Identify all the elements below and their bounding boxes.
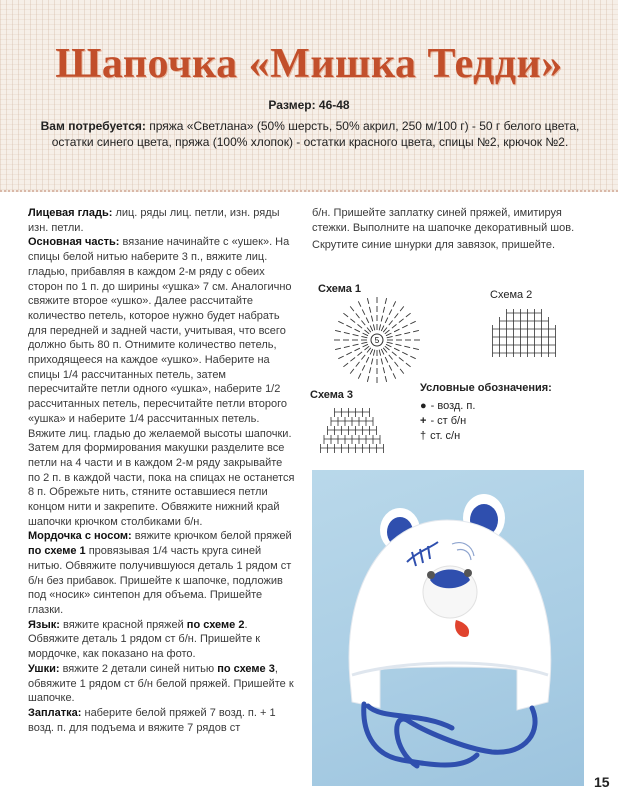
scheme-1-stitch [406,363,411,367]
page-number: 15 [594,774,610,790]
scheme-1-stitch [350,319,355,323]
instructions-right-column [312,206,580,253]
scheme-1-stitch [389,321,393,326]
scheme-1-stitch [383,348,387,353]
scheme-1-stitch [362,365,365,370]
scheme-1-stitch [338,321,343,324]
scheme-1-stitch [353,344,359,345]
scheme-1-stitch [383,307,384,313]
scheme-1-stitch [335,330,341,331]
size-line: Размер: 46-48 [268,98,350,112]
scheme-1-stitch [381,316,382,322]
scheme-1-stitch [387,336,393,337]
scheme-1-stitch [381,349,384,354]
scheme-1-stitch [365,346,370,350]
text-tongue-1: вяжите красной пряжей [59,618,187,631]
scheme-1-stitch [367,348,371,353]
text-ears-1: вяжите 2 детали синей нитью [59,662,218,675]
materials-body: пряжа «Светлана» (50% шерсть, 50% акрил, 250 м/100 г) - 50 г белого цвета, остатки синего цвета, пряжа (100% хлопок) - остатки красного цвета, спицы №2, крючок №2. [51,119,580,149]
scheme-1-stitch [392,324,397,328]
scheme-1-stitch [394,329,399,332]
double-crochet-icon: † [420,429,427,442]
scheme-1-stitch [343,363,348,367]
scheme-1-stitch [350,306,354,311]
text-stockinette: лиц. ряды лиц. петли, изн. ряды изн. петли. [28,207,280,234]
scheme-1-stitch [369,367,370,373]
scheme-1-stitch [358,352,363,356]
scheme-1-stitch [385,346,390,350]
paragraph-main-part [28,235,296,529]
ties [364,704,535,766]
scheme-1-stitch [394,348,399,351]
text-tongue-2: . Обвяжите деталь 1 рядом ст б/н. Пришейте к мордочке, как показано на фото. [28,618,261,661]
legend-label-chain: - возд. п. [430,399,476,412]
right-eye [464,569,472,577]
scheme-1-stitch [358,301,361,306]
paragraph-muzzle [28,529,296,617]
scheme-1-stitch [413,348,419,349]
scheme-1-stitch [356,313,360,318]
text-patch: наберите белой пряжей 7 возд. п. + 1 возд. п. для подъема и вяжите 7 рядов ст [28,706,276,734]
scheme-1-stitch [386,344,391,347]
heading-muzzle: Мордочка с носом: [28,530,132,543]
scheme-1-stitch [399,319,404,323]
scheme-1-stitch [363,344,368,347]
legend-item-dc [420,428,552,443]
text-muzzle-1: вяжите крючком белой пряжей [131,530,292,543]
scheme-2-diagram [484,305,564,365]
scheme-1-stitch [350,358,355,362]
scheme-1-stitch [396,334,402,335]
paragraph-tongue [28,618,296,662]
left-eye [427,571,435,579]
paragraph-ties: Скрутите синие шнурки для завязок, пришейте. [312,239,556,252]
scheme-1-stitch [389,355,393,360]
single-crochet-icon: + [420,414,427,427]
legend-label-dc: ст. с/н [430,429,461,442]
scheme-1-stitch [404,332,410,333]
scheme-1-stitch [346,352,351,355]
paragraph-stockinette [28,206,296,235]
materials-text [22,118,598,150]
scheme-1-stitch [353,334,359,335]
legend-title: Условные обозначения: [420,382,552,394]
scheme-1-stitch [366,318,369,323]
scheme-1-stitch [367,298,368,304]
scheme-1-center-number: 5 [374,336,380,345]
text-main-part: вязание начинайте с «ушек». На спицы белой нитью наберите 3 п., вяжите лиц. гладью, прибавляя в каждом 2-м ряду с обеих сторон по 1 п. до ширины «ушка» 7 см. Аналогично свяжите второе «ушко». Далее рассчитайте количество петель, которое нужно будет набрать для передней и задней части, учитывая, что всего должно быть 80 п. Отнимите количество петель, приходящееся на каждое «ушко». Наберите на спицы 1/4 рассчитанных петель, затем пересчитайте петли одного «ушка», наберите 1/2 рассчитанных петель, пересчитайте петли второго «ушка» и наберите 1/4 рассчитанных петель. Вяжите лиц. гладью до желаемой высоты шапочки. Затем для формирования макушки разделите все петли на 4 части и в каждом 2-м ряду закрывайте по 2 п. в каждой части, пока на спицах не останется 8 п. Обрежьте нить, стяните оставшиеся петли концом нити и закрепите. Обвяжите нижний край шапочки крючком столбиками б/н. [28,236,295,528]
scheme-1-stitch [383,367,384,373]
legend [420,382,552,443]
teddy-hat-illustration [312,470,584,786]
scheme-1-stitch [361,321,365,326]
paragraph-ears [28,662,296,706]
scheme-1-stitch [371,359,372,365]
ref-scheme-3: по схеме 3 [217,662,275,675]
scheme-1-stitch [381,326,384,331]
scheme-1-stitch [373,324,374,330]
scheme-1-stitch [361,355,365,360]
scheme-1-stitch [344,332,350,333]
scheme-1-stitch [404,346,410,347]
paragraph-patch [28,706,296,735]
heading-ears: Ушки: [28,662,60,675]
scheme-1-stitch [402,352,407,355]
heading-tongue: Язык: [28,618,60,631]
scheme-1-stitch [361,342,367,343]
scheme-1-stitch [389,309,392,314]
scheme-1-stitch [358,373,361,378]
hat-photo [312,470,584,786]
heading-main-part: Основная часть: [28,236,120,249]
scheme-1-stitch [413,330,419,331]
ref-scheme-2: по схеме 2 [186,618,245,631]
scheme-1-stitch [346,325,351,328]
scheme-1-stitch [385,376,386,382]
text-ears-2: , обвяжите 1 рядом ст б/н белой пряжей. Пришейте к шапочке. [28,662,294,705]
scheme-1-stitch [367,376,368,382]
scheme-1-stitch [410,356,415,359]
scheme-1-stitch [400,369,404,374]
materials-lead: Вам потребуется: [40,119,146,133]
scheme-1-stitch [363,333,368,336]
scheme-3-diagram [312,402,392,462]
scheme-1-stitch [383,328,387,333]
scheme-1-stitch [385,298,386,304]
scheme-1-stitch [362,309,365,314]
heading-patch: Заплатка: [28,706,82,719]
scheme-1-stitch [355,329,360,332]
scheme-1-stitch [389,365,392,370]
scheme-1-stitch [379,350,380,356]
scheme-1-stitch [385,357,388,362]
scheme-1-stitch [402,325,407,328]
scheme-1-stitch [373,350,374,356]
scheme-1-stitch [335,348,341,349]
scheme-1-stitch [410,321,415,324]
scheme-1-stitch [350,369,354,374]
scheme-1-stitch [381,359,382,365]
text-muzzle-2: провязывая 1/4 часть круга синей нитью. Обвяжите получившуюся деталь 1 рядом ст б/н без прибавок. Пришейте к шапочке, подложив под «носик» синтепон для объема. Пришейте глазки. [28,545,292,616]
paragraph-patch-cont: б/н. Пришейте заплатку синей пряжей, имитируя стежки. Выполните на шапочке декоративный шов. [312,207,575,234]
legend-label-sc: - ст б/н [430,414,467,427]
instructions-left-column [28,206,296,735]
scheme-1-stitch [343,313,348,317]
chain-stitch-icon: ● [420,399,427,412]
scheme-1-diagram [322,290,432,390]
scheme-1-stitch [365,330,370,334]
legend-item-chain [420,398,552,413]
scheme-1-label: Схема 1 [318,283,362,295]
ref-scheme-1: по схеме 1 [28,545,86,558]
scheme-3-label: Схема 3 [310,389,354,401]
scheme-1-stitch [400,306,404,311]
scheme-1-stitch [395,313,399,318]
scheme-1-stitch [361,336,367,337]
scheme-1-stitch [406,313,411,317]
header-band [0,0,618,192]
scheme-1-stitch [370,326,373,331]
scheme-1-stitch [358,324,363,328]
scheme-1-stitch [385,330,390,334]
scheme-1-stitch [338,356,343,359]
scheme-1-stitch [385,318,388,323]
scheme-1-stitch [393,301,396,306]
scheme-1-stitch [355,348,360,351]
scheme-1-stitch [392,352,397,356]
page-title: Шапочка «Мишка Тедди» [55,41,563,87]
scheme-1-stitch [369,307,370,313]
scheme-1-stitch [393,373,396,378]
scheme-1-stitch [399,358,404,362]
scheme-1-stitch [395,362,399,367]
scheme-1-stitch [367,328,371,333]
scheme-1-stitch [387,342,393,343]
scheme-1-stitch [344,346,350,347]
scheme-1-stitch [356,362,360,367]
scheme-1-stitch [379,324,380,330]
scheme-2-label: Схема 2 [490,289,533,301]
scheme-1-stitch [396,344,402,345]
legend-item-sc [420,413,552,428]
heading-stockinette: Лицевая гладь: [28,207,113,219]
scheme-1-stitch [370,349,373,354]
scheme-1-stitch [386,333,391,336]
scheme-1-stitch [366,357,369,362]
scheme-1-stitch [371,316,372,322]
